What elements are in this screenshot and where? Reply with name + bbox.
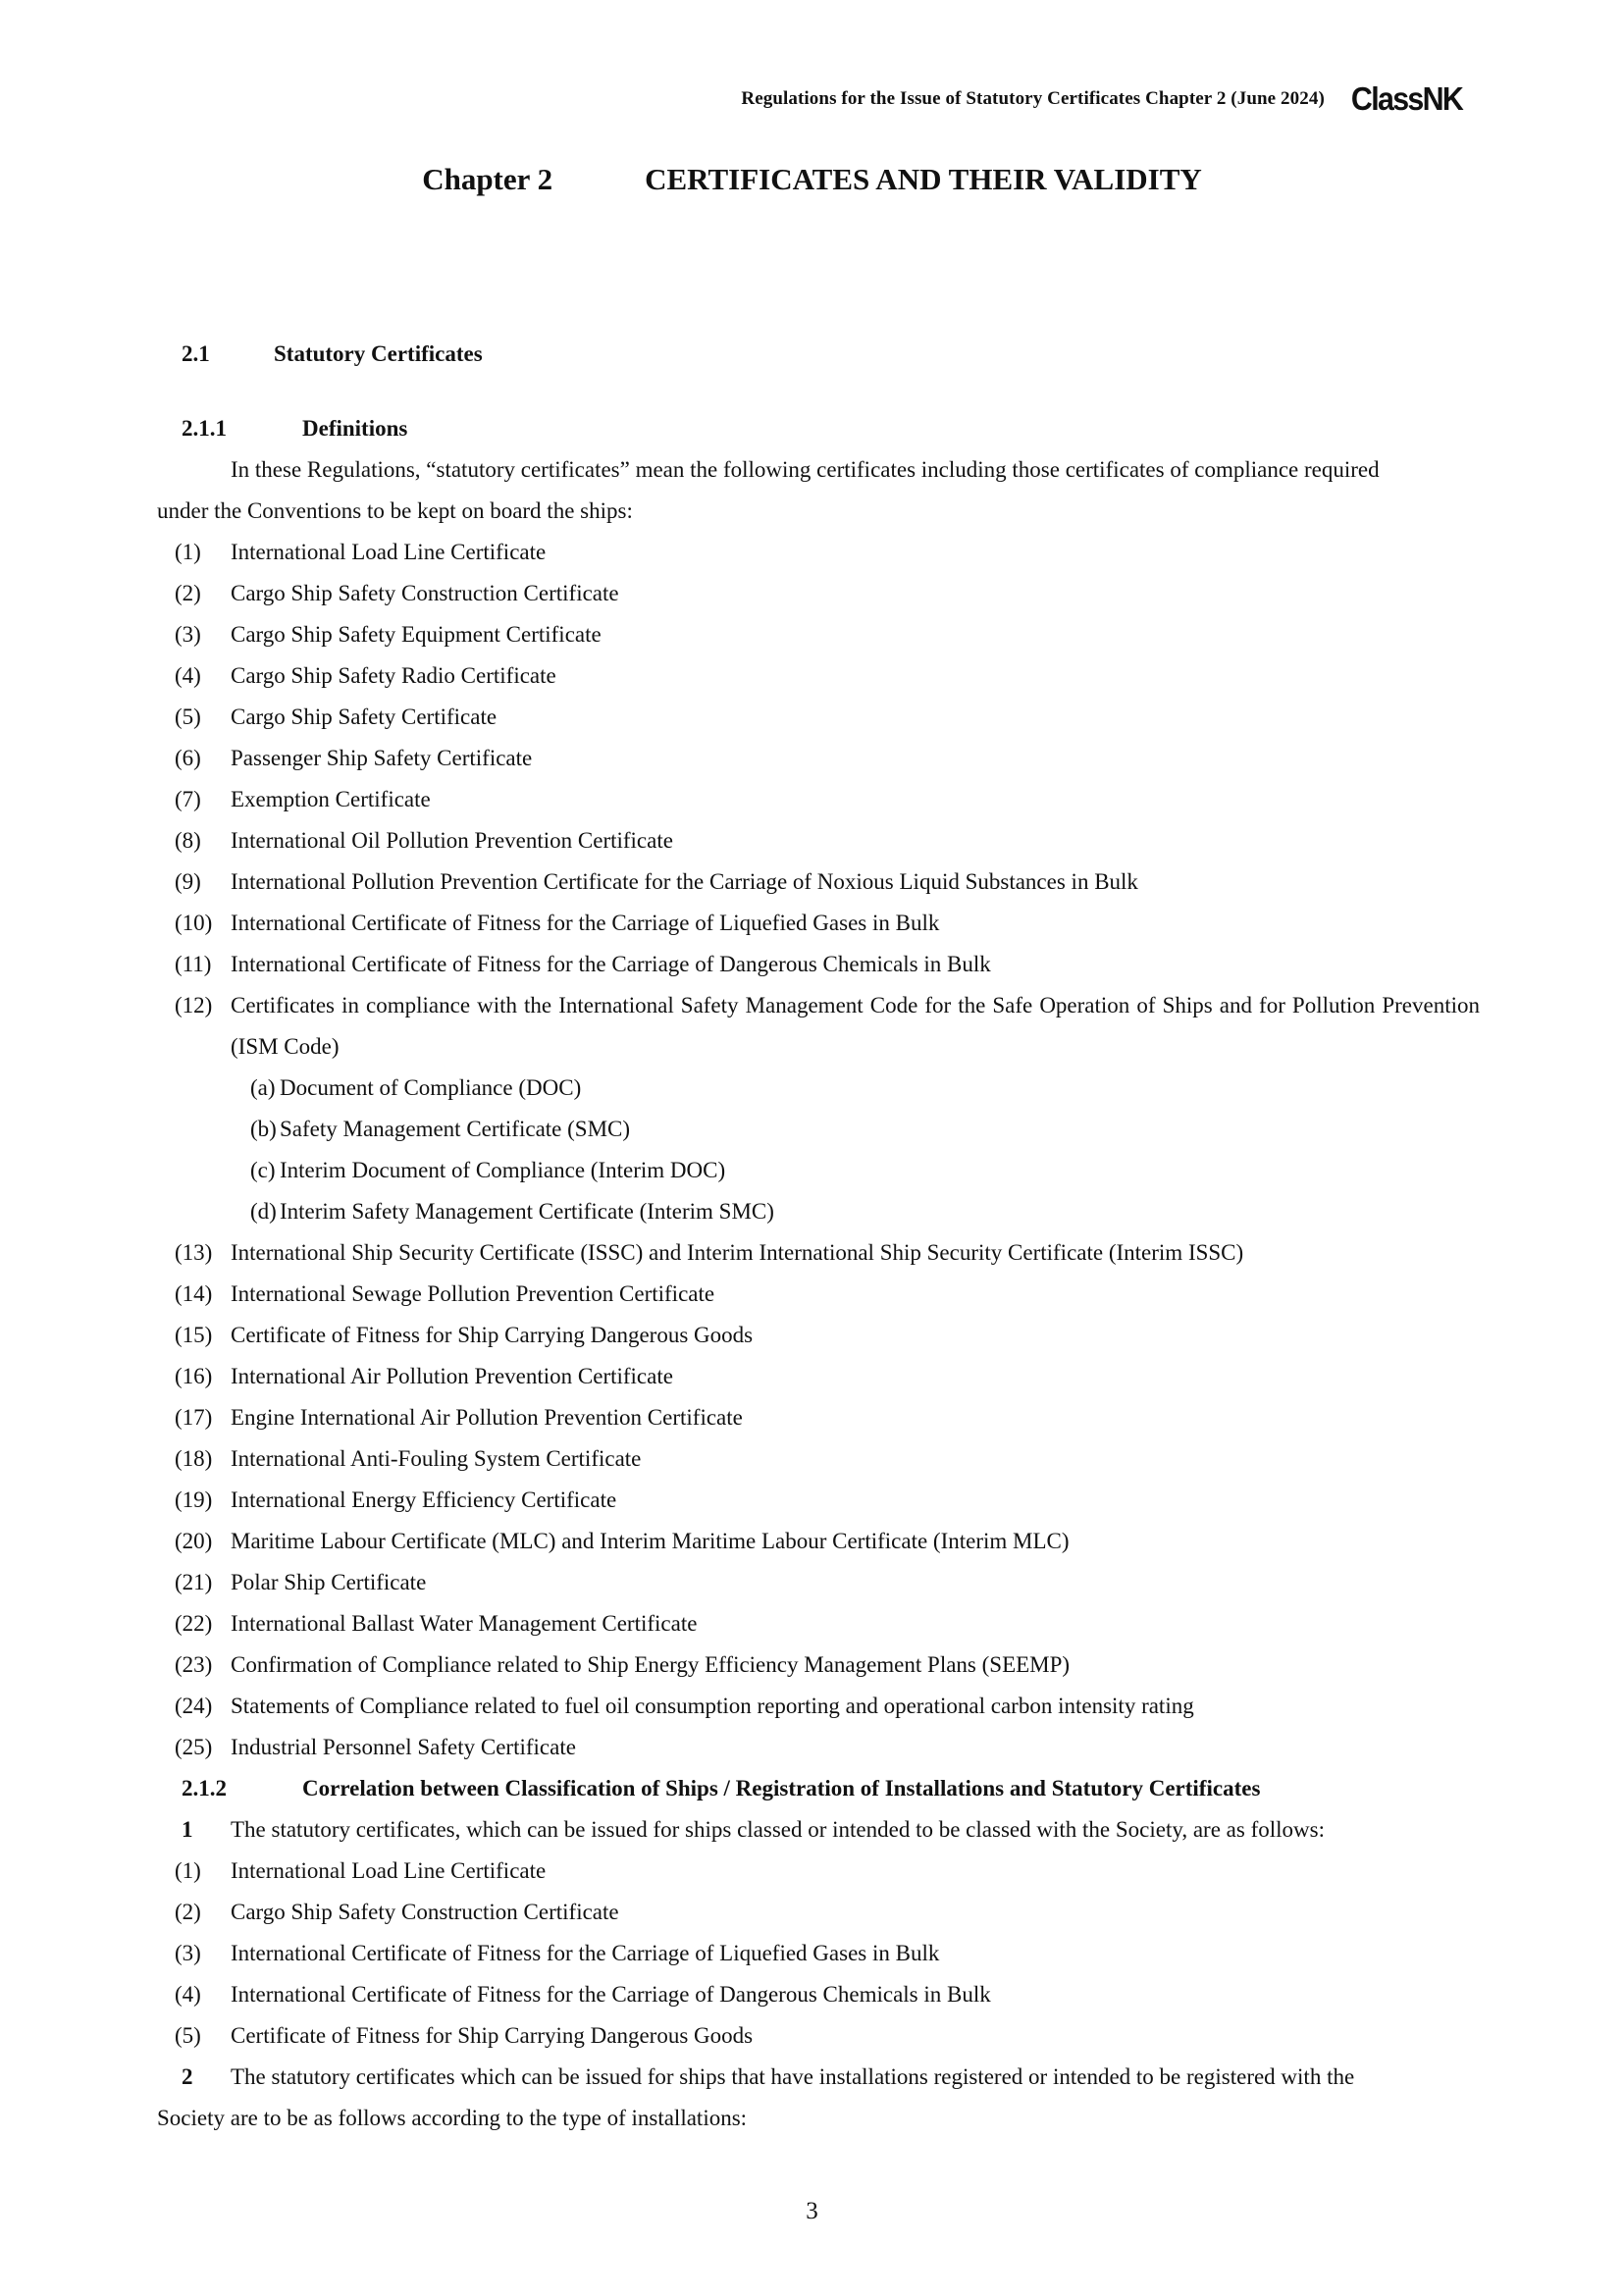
list-marker: (17) — [175, 1405, 213, 1430]
intro-line-2: under the Conventions to be kept on board the ships: — [157, 498, 633, 523]
paragraph-text: The statutory certificates which can be issued for ships that have installations registered or intended to be registered with the — [231, 2064, 1355, 2089]
list-item — [157, 1438, 1480, 1480]
list-marker: (13) — [175, 1240, 213, 1265]
list-text: Passenger Ship Safety Certificate — [231, 746, 533, 770]
list-text: Cargo Ship Safety Equipment Certificate — [231, 622, 602, 647]
list-item — [157, 614, 1480, 655]
list-text: Maritime Labour Certificate (MLC) and Interim Maritime Labour Certificate (Interim MLC) — [231, 1529, 1070, 1553]
list-marker: (25) — [175, 1735, 213, 1759]
list-item — [157, 1974, 1480, 2015]
list-text: Certificate of Fitness for Ship Carrying Dangerous Goods — [231, 2023, 754, 2048]
sub-list-text: Interim Safety Management Certificate (Interim SMC) — [280, 1199, 774, 1224]
definitions-intro-cont — [157, 491, 1480, 532]
list-marker: (18) — [175, 1446, 213, 1471]
list-text: Cargo Ship Safety Construction Certificate — [231, 1900, 619, 1924]
list-item — [157, 1727, 1480, 1768]
list-text: Certificates in compliance with the International Safety Management Code for the Safe Operation of Ships and for Pollution Prevention (ISM Code) — [231, 993, 1480, 1059]
classnk-logo: ClassNK — [1350, 80, 1463, 117]
chapter-number: Chapter 2 — [422, 162, 553, 196]
subsection-title: Definitions — [302, 416, 408, 441]
list-marker: (1) — [175, 540, 201, 564]
list-item — [157, 1851, 1480, 1892]
list-text: International Sewage Pollution Prevention Certificate — [231, 1281, 715, 1306]
list-text: Cargo Ship Safety Certificate — [231, 704, 498, 729]
sub-list-item — [157, 1109, 1480, 1150]
list-text: International Certificate of Fitness for the Carriage of Dangerous Chemicals in Bulk — [231, 1982, 991, 2007]
list-marker: (4) — [175, 1982, 201, 2007]
list-marker: (5) — [175, 2023, 201, 2048]
list-marker: (2) — [175, 1900, 201, 1924]
sub-list-text: Document of Compliance (DOC) — [280, 1075, 582, 1100]
list-marker: (21) — [175, 1570, 213, 1594]
chapter-title — [0, 162, 1624, 197]
list-item — [157, 1480, 1480, 1521]
list-text: International Anti-Fouling System Certificate — [231, 1446, 642, 1471]
list-text: International Ballast Water Management Certificate — [231, 1611, 698, 1636]
sub-list-text: Safety Management Certificate (SMC) — [280, 1117, 631, 1141]
list-item — [157, 1274, 1480, 1315]
list-marker: (23) — [175, 1652, 213, 1677]
sub-list-marker: (d) — [250, 1199, 277, 1224]
list-marker: (2) — [175, 581, 201, 605]
list-item — [157, 820, 1480, 861]
sub-list-marker: (a) — [250, 1075, 276, 1100]
list-text: Engine International Air Pollution Prevention Certificate — [231, 1405, 743, 1430]
numbered-paragraph-1 — [157, 1809, 1480, 1851]
list-text: International Load Line Certificate — [231, 540, 547, 564]
list-text: International Certificate of Fitness for the Carriage of Liquefied Gases in Bulk — [231, 911, 940, 935]
section-title: Statutory Certificates — [274, 341, 483, 366]
list-item — [157, 532, 1480, 573]
list-text: International Pollution Prevention Certificate for the Carriage of Noxious Liquid Substances in Bulk — [231, 869, 1138, 894]
sub-list-item — [157, 1068, 1480, 1109]
list-item — [157, 738, 1480, 779]
list-marker: (3) — [175, 1941, 201, 1965]
definitions-intro — [157, 449, 1480, 491]
list-item — [157, 1397, 1480, 1438]
list-item — [157, 573, 1480, 614]
list-text: International Air Pollution Prevention Certificate — [231, 1364, 673, 1388]
numbered-paragraph-2 — [157, 2057, 1480, 2098]
list-item — [157, 985, 1480, 1068]
list-marker: (19) — [175, 1487, 213, 1512]
sub-list-item — [157, 1150, 1480, 1191]
list-item — [157, 944, 1480, 985]
sub-list-text: Interim Document of Compliance (Interim DOC) — [280, 1158, 726, 1182]
list-text: Cargo Ship Safety Construction Certificate — [231, 581, 619, 605]
chapter-heading: CERTIFICATES AND THEIR VALIDITY — [645, 162, 1202, 196]
list-marker: (12) — [175, 993, 213, 1018]
list-text: Polar Ship Certificate — [231, 1570, 427, 1594]
list-item — [157, 2015, 1480, 2057]
paragraph-text: The statutory certificates, which can be issued for ships classed or intended to be classed with the Society, are as follows: — [231, 1817, 1325, 1842]
list-marker: (7) — [175, 787, 201, 811]
list-item — [157, 779, 1480, 820]
list-text: Exemption Certificate — [231, 787, 431, 811]
list-marker: (11) — [175, 952, 212, 976]
document-body — [157, 334, 1480, 2139]
list-item — [157, 1603, 1480, 1644]
list-item — [157, 1356, 1480, 1397]
list-text: International Oil Pollution Prevention Certificate — [231, 828, 673, 853]
page-number: 3 — [806, 2198, 818, 2224]
list-item — [157, 697, 1480, 738]
list-item — [157, 1892, 1480, 1933]
intro-line-1: In these Regulations, “statutory certificates” mean the following certificates including those certificates of compliance required — [231, 457, 1380, 482]
list-item — [157, 1933, 1480, 1974]
subsection-title: Correlation between Classification of Ships / Registration of Installations and Statutory Certificates — [302, 1776, 1261, 1800]
numbered-paragraph-2-cont — [157, 2098, 1480, 2139]
list-text: Confirmation of Compliance related to Ship Energy Efficiency Management Plans (SEEMP) — [231, 1652, 1071, 1677]
list-marker: (8) — [175, 828, 201, 853]
sub-list-marker: (c) — [250, 1158, 276, 1182]
list-item — [157, 903, 1480, 944]
list-item — [157, 1521, 1480, 1562]
list-marker: (16) — [175, 1364, 213, 1388]
list-item — [157, 655, 1480, 697]
sub-list-marker: (b) — [250, 1117, 277, 1141]
paragraph-text-cont: Society are to be as follows according to the type of installations: — [157, 2106, 748, 2130]
list-marker: (9) — [175, 869, 201, 894]
list-item — [157, 1686, 1480, 1727]
paragraph-number: 1 — [182, 1817, 193, 1842]
subsection-number: 2.1.1 — [182, 416, 227, 441]
list-marker: (1) — [175, 1858, 201, 1883]
list-marker: (6) — [175, 746, 201, 770]
list-marker: (20) — [175, 1529, 213, 1553]
list-item — [157, 861, 1480, 903]
list-item — [157, 1644, 1480, 1686]
subsection-heading-2-1-2 — [157, 1768, 1480, 1809]
section-number: 2.1 — [182, 341, 210, 366]
list-marker: (5) — [175, 704, 201, 729]
list-marker: (15) — [175, 1323, 213, 1347]
list-text: Industrial Personnel Safety Certificate — [231, 1735, 576, 1759]
running-header — [741, 80, 1467, 118]
subsection-number: 2.1.2 — [182, 1776, 227, 1800]
running-title: Regulations for the Issue of Statutory Certificates Chapter 2 (June 2024) — [741, 88, 1325, 109]
section-heading-2-1 — [157, 334, 1480, 375]
list-marker: (4) — [175, 663, 201, 688]
sub-list-item — [157, 1191, 1480, 1232]
list-text: International Ship Security Certificate (ISSC) and Interim International Ship Security Certificate (Interim ISSC) — [231, 1240, 1244, 1265]
list-marker: (3) — [175, 622, 201, 647]
list-text: International Certificate of Fitness for the Carriage of Dangerous Chemicals in Bulk — [231, 952, 991, 976]
list-text: International Load Line Certificate — [231, 1858, 547, 1883]
list-text: Certificate of Fitness for Ship Carrying Dangerous Goods — [231, 1323, 754, 1347]
list-text: Statements of Compliance related to fuel oil consumption reporting and operational carbon intensity rating — [231, 1694, 1194, 1718]
paragraph-number: 2 — [182, 2064, 193, 2089]
list-text: International Energy Efficiency Certificate — [231, 1487, 617, 1512]
list-marker: (10) — [175, 911, 213, 935]
list-item — [157, 1562, 1480, 1603]
list-marker: (14) — [175, 1281, 213, 1306]
subsection-heading-2-1-1 — [157, 408, 1480, 449]
list-text: Cargo Ship Safety Radio Certificate — [231, 663, 556, 688]
list-marker: (22) — [175, 1611, 213, 1636]
list-item — [157, 1232, 1480, 1274]
list-item — [157, 1315, 1480, 1356]
list-text: International Certificate of Fitness for the Carriage of Liquefied Gases in Bulk — [231, 1941, 940, 1965]
list-marker: (24) — [175, 1694, 213, 1718]
